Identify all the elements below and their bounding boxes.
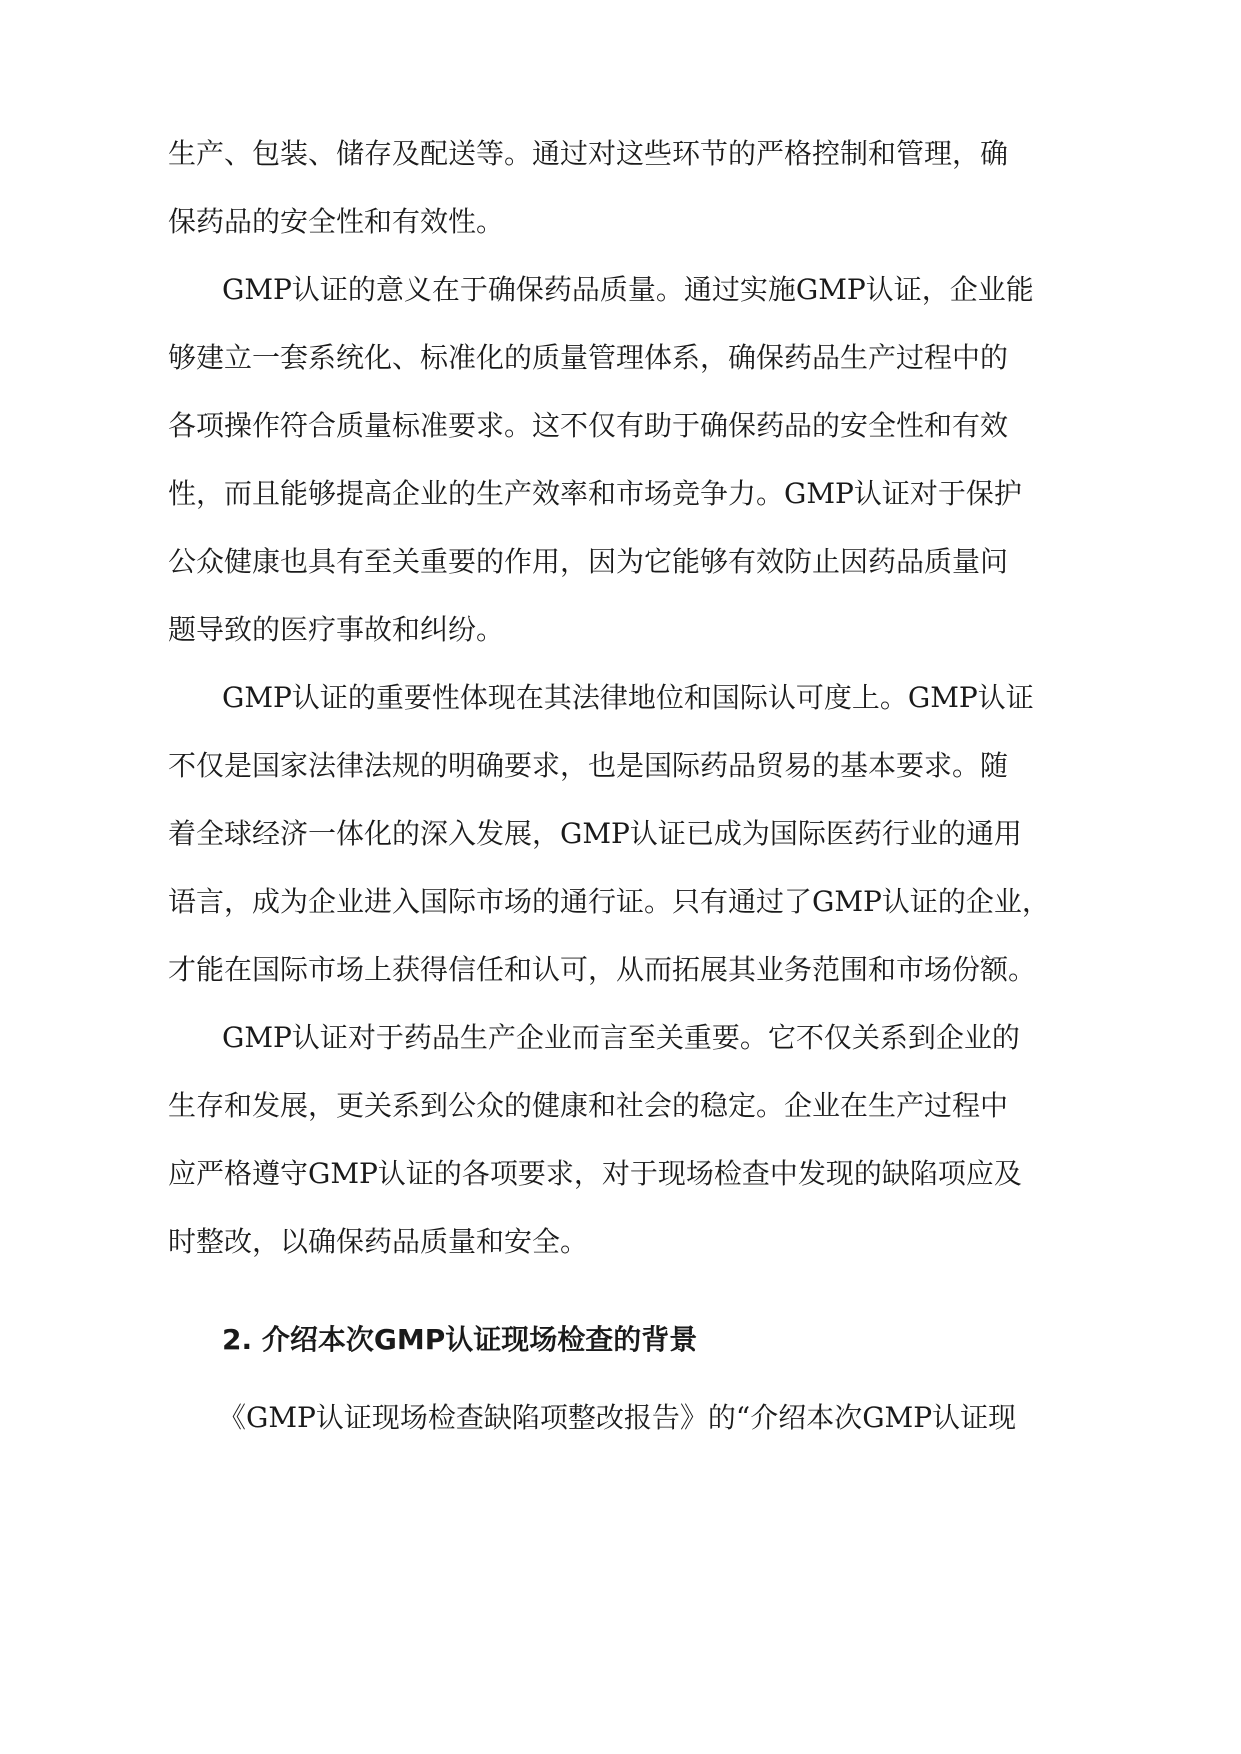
paragraph-line: 性，而且能够提高企业的生产效率和市场竞争力。GMP认证对于保护	[168, 477, 1022, 510]
paragraph-line: 《GMP认证现场检查缺陷项整改报告》的“介绍本次GMP认证现	[218, 1401, 1017, 1434]
paragraph-line: 各项操作符合质量标准要求。这不仅有助于确保药品的安全性和有效	[168, 409, 1009, 442]
paragraph-line: 语言，成为企业进入国际市场的通行证。只有通过了GMP认证的企业，	[168, 885, 1050, 918]
paragraph-line: GMP认证的重要性体现在其法律地位和国际认可度上。GMP认证	[222, 681, 1034, 714]
paragraph-line: 不仅是国家法律法规的明确要求，也是国际药品贸易的基本要求。随	[168, 749, 1009, 782]
paragraph-line: 生产、包装、储存及配送等。通过对这些环节的严格控制和管理，确	[168, 137, 1009, 170]
paragraph-line: 着全球经济一体化的深入发展，GMP认证已成为国际医药行业的通用	[168, 817, 1022, 850]
paragraph-line: 保药品的安全性和有效性。	[168, 205, 505, 238]
paragraph-line: 够建立一套系统化、标准化的质量管理体系，确保药品生产过程中的	[168, 341, 1009, 374]
paragraph-line: 生存和发展，更关系到公众的健康和社会的稳定。企业在生产过程中	[168, 1089, 1009, 1122]
paragraph-line: 才能在国际市场上获得信任和认可，从而拓展其业务范围和市场份额。	[168, 953, 1037, 986]
paragraph-line: 应严格遵守GMP认证的各项要求，对于现场检查中发现的缺陷项应及	[168, 1157, 1022, 1190]
paragraph-line: 公众健康也具有至关重要的作用，因为它能够有效防止因药品质量问	[168, 545, 1009, 578]
paragraph-line: GMP认证对于药品生产企业而言至关重要。它不仅关系到企业的	[222, 1021, 1020, 1054]
paragraph-line: GMP认证的意义在于确保药品质量。通过实施GMP认证，企业能	[222, 273, 1034, 306]
section-heading: 2. 介绍本次GMP认证现场检查的背景	[222, 1323, 698, 1356]
paragraph-line: 时整改，以确保药品质量和安全。	[168, 1225, 589, 1258]
paragraph-line: 题导致的医疗事故和纠纷。	[168, 613, 505, 646]
